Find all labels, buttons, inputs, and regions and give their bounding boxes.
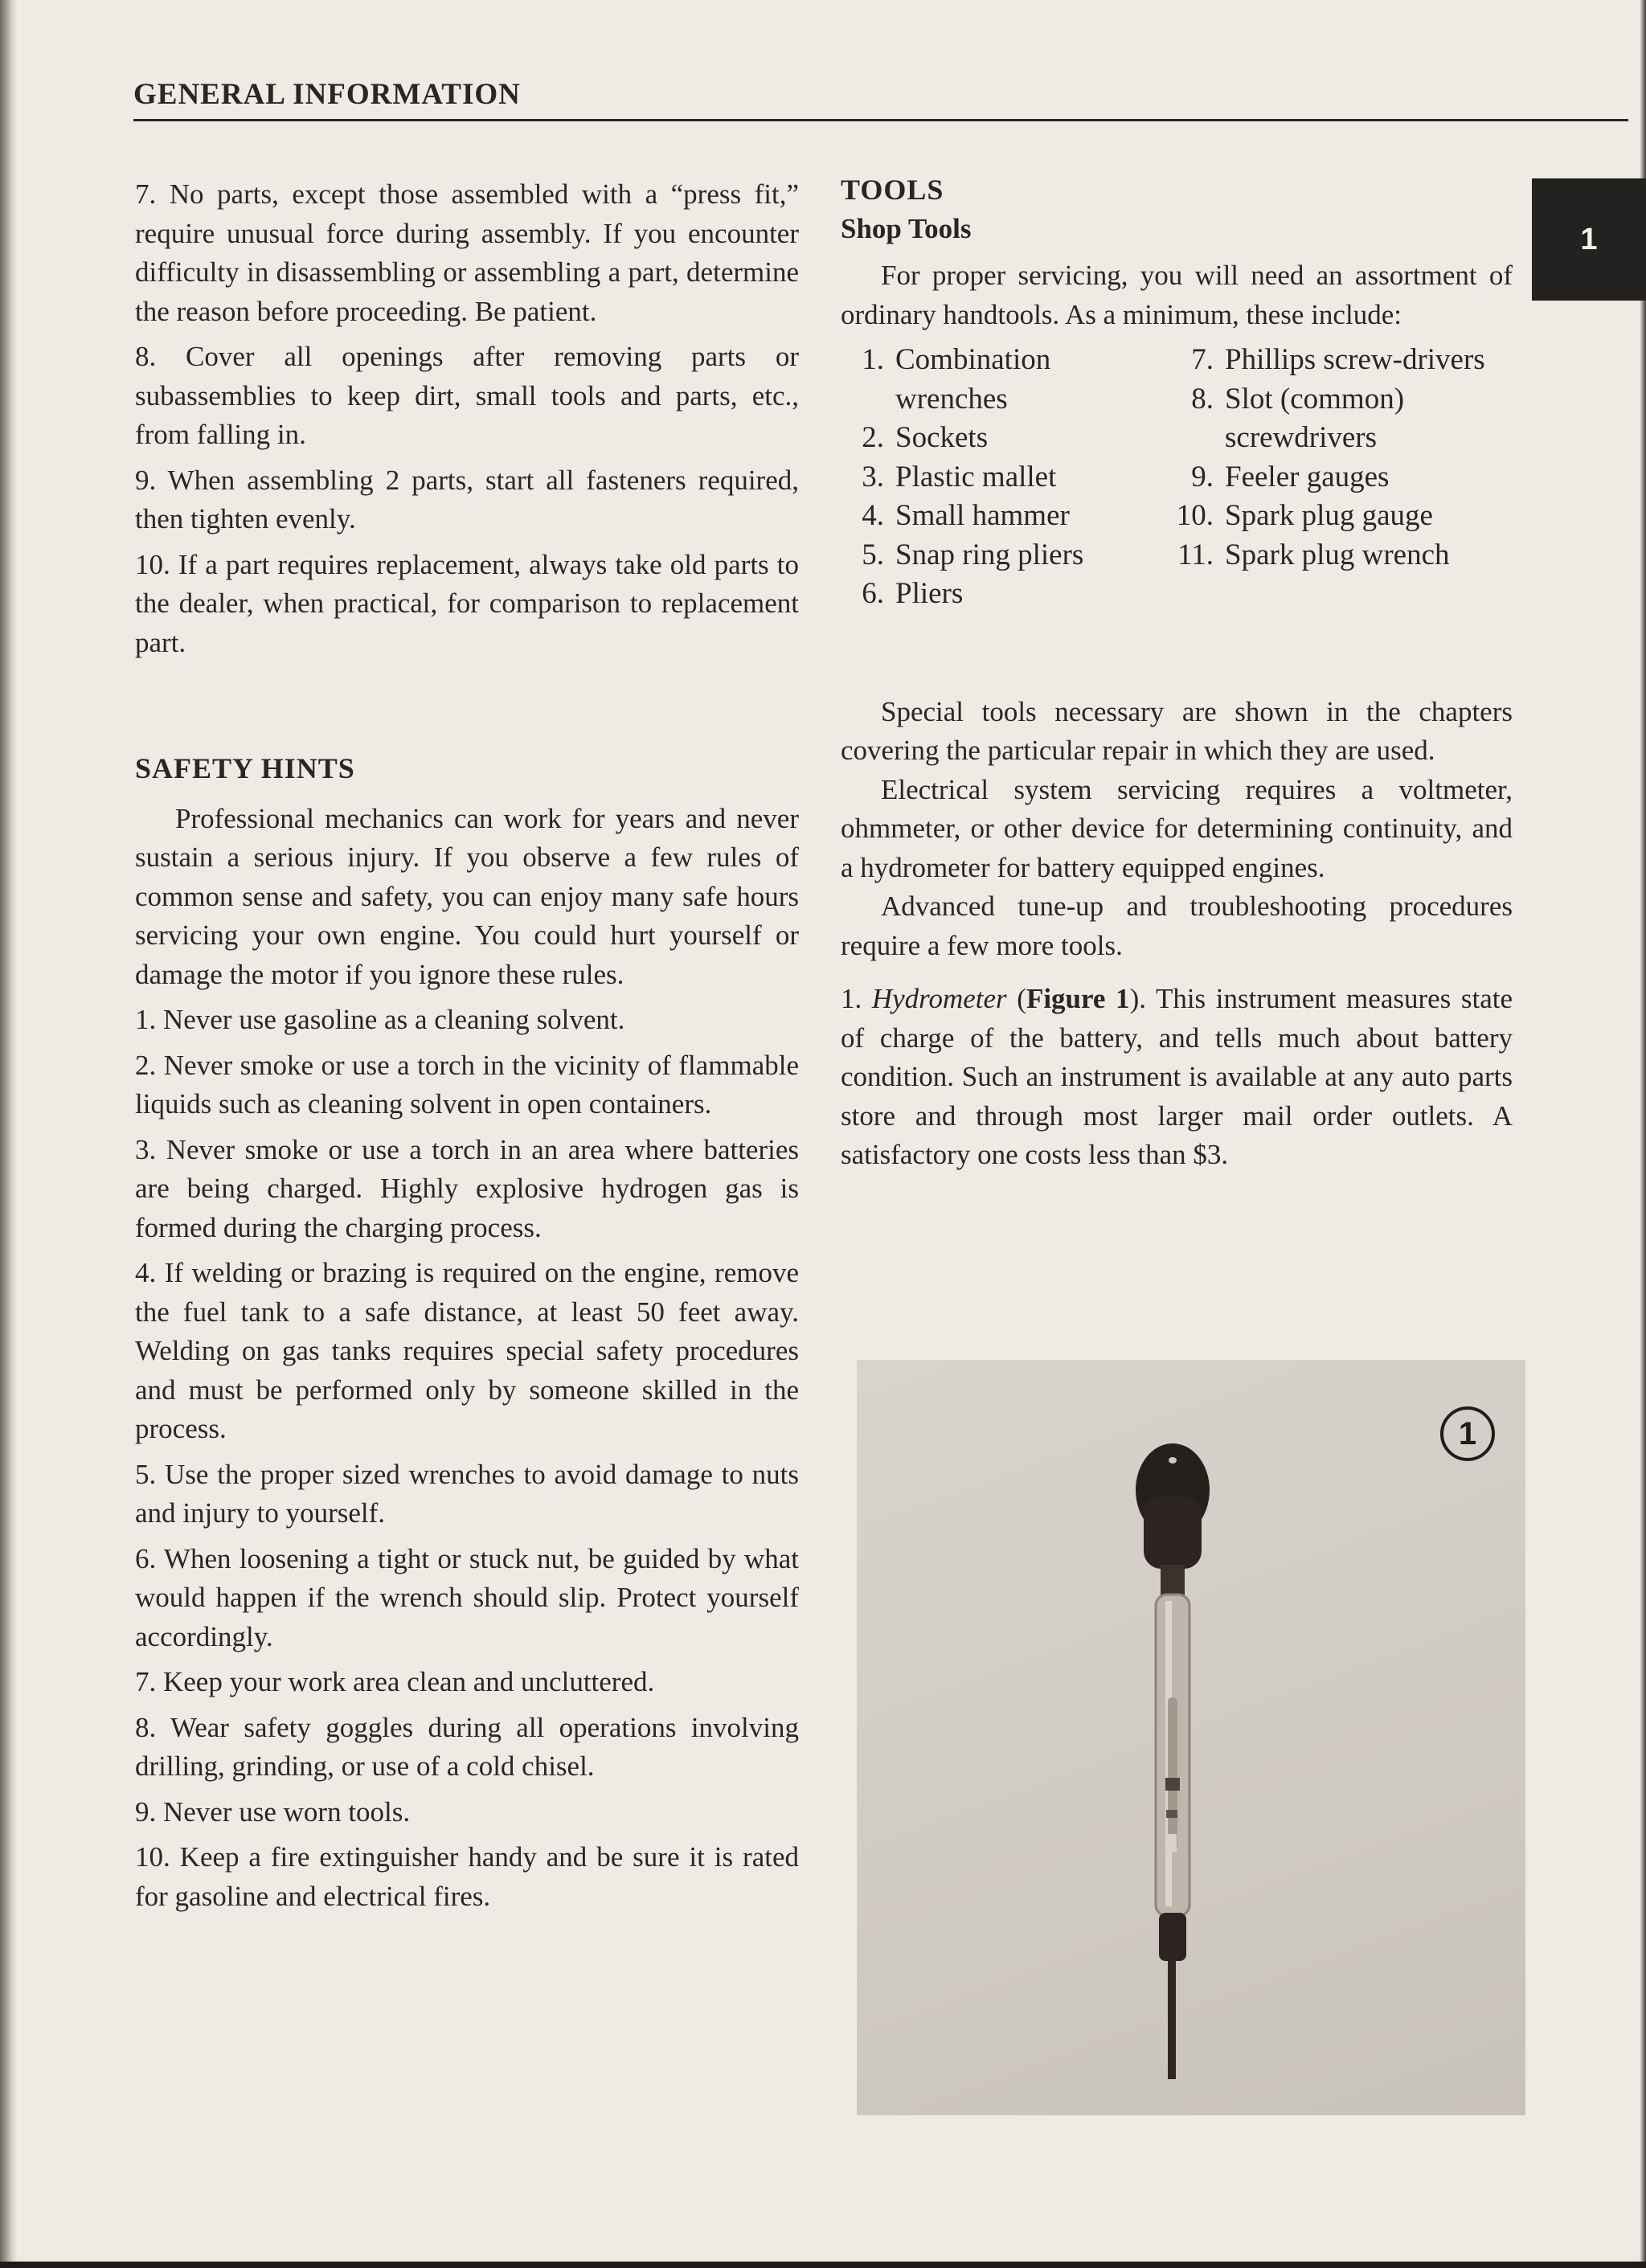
shop-tools-subheading: Shop Tools <box>841 212 972 244</box>
figure-reference: Figure 1 <box>1026 983 1130 1014</box>
tool-item <box>841 419 1170 458</box>
safety-item: 7. Keep your work area clean and uncluttered. <box>135 1666 655 1697</box>
tool-list <box>841 341 1513 614</box>
safety-hints-heading: SAFETY HINTS <box>135 752 355 784</box>
intro-item: 8. Cover all openings after removing parts or subassemblies to keep dirt, small tools and parts, etc., from falling in. <box>135 341 799 450</box>
right-column <box>841 170 1513 1175</box>
tool-number: 8. <box>1191 382 1214 416</box>
tool-list-right <box>1170 341 1508 614</box>
tool-item <box>1170 341 1508 380</box>
safety-item: 3. Never smoke or use a torch in an area where batteries are being charged. Highly explosive hydrogen gas is formed during the charging process. <box>135 1133 799 1243</box>
tool-item <box>841 458 1170 497</box>
hydrometer-description: This instrument measures state of charge of the battery, and tells much about battery condition. Such an instrument is available at any auto parts store and through most larger mail order outlets. A satisfactory one costs less than $3. <box>841 983 1513 1170</box>
tool-number: 4. <box>862 499 884 532</box>
page-edge-bottom <box>0 2262 1646 2268</box>
tool-item <box>841 536 1170 575</box>
safety-item: 9. Never use worn tools. <box>135 1795 411 1828</box>
figure-number-badge: 1 <box>1440 1406 1495 1461</box>
tool-number: 6. <box>862 577 884 610</box>
tool-number: 1. <box>862 343 884 376</box>
tool-name: Combination wrenches <box>895 343 1051 416</box>
figure-ref-close: ). <box>1129 983 1146 1014</box>
hydrometer-icon <box>857 1360 1525 2115</box>
shop-tools-intro: For proper servicing, you will need an assortment of ordinary handtools. As a minimum, these include: <box>841 260 1513 330</box>
intro-item: 10. If a part requires replacement, always take old parts to the dealer, when practical, for comparison to replacement part. <box>135 548 799 658</box>
electrical-paragraph: Electrical system servicing requires a voltmeter, ohmmeter, or other device for determining continuity, and a hydrometer for battery equipped engines. <box>841 773 1513 883</box>
tool-name: Snap ring pliers <box>895 538 1084 571</box>
special-tools-paragraph: Special tools necessary are shown in the chapters covering the particular repair in which they are used. <box>841 695 1513 766</box>
page-edge-right <box>1640 0 1646 2268</box>
tool-name: Spark plug wrench <box>1225 538 1450 571</box>
hydrometer-photo <box>857 1360 1525 2115</box>
advanced-paragraph: Advanced tune-up and troubleshooting procedures require a few more tools. <box>841 890 1513 961</box>
tool-name: Phillips screw-drivers <box>1225 343 1485 376</box>
tool-number: 7. <box>1191 343 1214 376</box>
binding-shadow <box>0 0 18 2268</box>
safety-intro: Professional mechanics can work for years and never sustain a serious injury. If you observe a few rules of common sense and safety, you can enjoy many safe hours servicing your own engine. You could hurt yourself or damage the motor if you ignore these rules. <box>135 802 799 990</box>
tool-name: Spark plug gauge <box>1225 499 1433 532</box>
tool-item <box>841 575 1170 614</box>
intro-item: 9. When assembling 2 parts, start all fasteners required, then tighten evenly. <box>135 464 799 534</box>
tool-list-left <box>841 341 1170 614</box>
safety-item: 8. Wear safety goggles during all operations involving drilling, grinding, or use of a cold chisel. <box>135 1711 799 1782</box>
tool-name: Pliers <box>895 577 964 610</box>
tool-number: 5. <box>862 538 884 571</box>
hydrometer-term: Hydrometer <box>871 983 1007 1014</box>
tool-item <box>1170 497 1508 536</box>
running-header: GENERAL INFORMATION <box>133 78 521 111</box>
tool-number: 3. <box>862 460 884 493</box>
tools-heading: TOOLS <box>841 174 944 206</box>
tool-name: Sockets <box>895 421 989 454</box>
tool-number: 2. <box>862 421 884 454</box>
safety-item: 1. Never use gasoline as a cleaning solvent. <box>135 1004 625 1035</box>
tool-number: 9. <box>1191 460 1214 493</box>
chapter-tab: 1 <box>1532 178 1646 301</box>
safety-item: 4. If welding or brazing is required on the engine, remove the fuel tank to a safe distance, at least 50 feet away. Welding on gas tanks requires special safety procedures and must be performed only by someone skilled in the process. <box>135 1257 799 1444</box>
safety-item: 10. Keep a fire extinguisher handy and be sure it is rated for gasoline and electrical fires. <box>135 1841 799 1912</box>
header-rule <box>133 119 1628 121</box>
hydrometer-paragraph <box>841 980 1513 1175</box>
tool-name: Feeler gauges <box>1225 460 1390 493</box>
tool-item <box>1170 458 1508 497</box>
intro-item: 7. No parts, except those assembled with a “press fit,” require unusual force during assembly. If you encounter difficulty in disassembling or assembling a part, determine the reason before proceeding. Be patient. <box>135 178 799 327</box>
figure-ref-open: ( <box>1017 983 1026 1014</box>
tool-number: 11. <box>1177 538 1214 571</box>
safety-item: 2. Never smoke or use a torch in the vicinity of flammable liquids such as cleaning solvent in open containers. <box>135 1049 799 1120</box>
tool-item <box>1170 536 1508 575</box>
tool-item <box>841 341 1170 419</box>
safety-item: 5. Use the proper sized wrenches to avoid damage to nuts and injury to yourself. <box>135 1458 799 1529</box>
safety-item: 6. When loosening a tight or stuck nut, be guided by what would happen if the wrench should slip. Protect yourself accordingly. <box>135 1542 799 1652</box>
left-column <box>135 175 799 1916</box>
tool-item <box>841 497 1170 536</box>
tool-item <box>1170 380 1508 458</box>
tool-name: Slot (common) screwdrivers <box>1225 382 1405 454</box>
tool-name: Small hammer <box>895 499 1070 532</box>
tool-name: Plastic mallet <box>895 460 1057 493</box>
hydrometer-number: 1. <box>841 983 862 1014</box>
tool-number: 10. <box>1176 499 1214 532</box>
